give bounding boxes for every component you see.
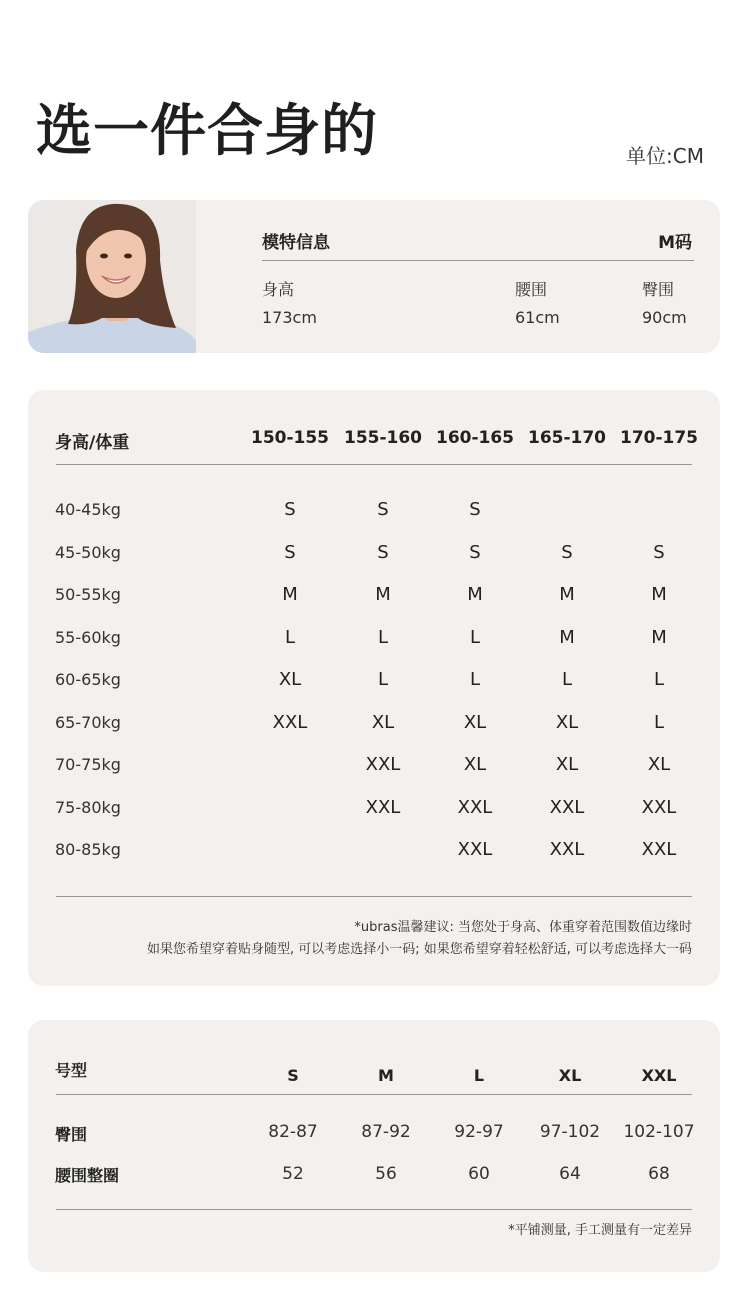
divider [56, 1209, 692, 1210]
weight-row-label: 50-55kg [55, 585, 121, 604]
model-stat-waist [515, 276, 560, 332]
size-cell: M [467, 584, 483, 605]
size-advice-note: *ubras温馨建议: 当您处于身高、体重穿着范围数值边缘时 [354, 920, 692, 935]
size-cell: L [377, 627, 389, 648]
measurement-value: 52 [282, 1164, 304, 1184]
size-cell: XXL [549, 797, 585, 818]
size-cell: S [284, 542, 296, 563]
size-column-header: S [287, 1066, 299, 1085]
size-cell: XL [371, 712, 395, 733]
stat-value: 173cm [262, 308, 317, 327]
size-cell: XXL [457, 797, 493, 818]
height-header: 165-170 [527, 428, 607, 448]
size-cell: XL [555, 712, 579, 733]
size-chart-card [28, 390, 720, 986]
measurement-value: 60 [468, 1164, 490, 1184]
measurement-corner-label: 号型 [55, 1061, 88, 1080]
weight-row-label: 80-85kg [55, 840, 121, 859]
size-cell: XL [463, 712, 487, 733]
size-column-header: XL [558, 1066, 582, 1085]
stat-value: 61cm [515, 308, 560, 327]
stat-label: 臀围 [642, 280, 675, 299]
height-header: 170-175 [619, 428, 699, 448]
divider [262, 260, 694, 261]
measurement-value: 92-97 [454, 1122, 504, 1142]
size-cell: L [469, 627, 481, 648]
model-info-card [28, 200, 720, 353]
stat-label: 身高 [262, 280, 295, 299]
measurement-value: 68 [648, 1164, 670, 1184]
model-info-title: 模特信息 [262, 233, 330, 253]
size-cell: S [469, 542, 481, 563]
size-cell: M [651, 627, 667, 648]
model-photo [28, 200, 196, 353]
unit-label: 单位:CM [626, 144, 704, 168]
model-size: M码 [658, 233, 692, 253]
size-cell: M [282, 584, 298, 605]
size-cell: S [284, 499, 296, 520]
measurement-value: 82-87 [268, 1122, 318, 1142]
size-cell: S [653, 542, 665, 563]
size-cell: M [559, 627, 575, 648]
size-cell: L [561, 669, 573, 690]
size-advice-note: 如果您希望穿着贴身随型, 可以考虑选择小一码; 如果您希望穿着轻松舒适, 可以考虑选择大一码 [146, 942, 692, 957]
size-cell: L [653, 669, 665, 690]
stat-label: 腰围 [515, 280, 548, 299]
divider [56, 896, 692, 897]
size-cell: L [469, 669, 481, 690]
size-cell: XXL [549, 839, 585, 860]
measurement-value: 97-102 [539, 1122, 601, 1142]
size-cell: XL [278, 669, 302, 690]
model-stat-hip [642, 276, 687, 332]
measurement-value: 87-92 [361, 1122, 411, 1142]
size-cell: S [561, 542, 573, 563]
measurement-value: 56 [375, 1164, 397, 1184]
size-column-header: XXL [641, 1066, 677, 1085]
size-cell: L [284, 627, 296, 648]
page-title: 选一件合身的 [36, 99, 378, 164]
size-cell: M [375, 584, 391, 605]
weight-row-label: 70-75kg [55, 755, 121, 774]
measurement-value: 64 [559, 1164, 581, 1184]
measurement-row-label: 臀围 [55, 1125, 88, 1144]
measurement-card [28, 1020, 720, 1272]
size-cell: XL [555, 754, 579, 775]
weight-row-label: 75-80kg [55, 798, 121, 817]
model-stat-height [262, 276, 317, 332]
stat-value: 90cm [642, 308, 687, 327]
measurement-value: 102-107 [623, 1122, 695, 1142]
size-cell: L [653, 712, 665, 733]
size-cell: XXL [365, 797, 401, 818]
size-cell: S [377, 542, 389, 563]
weight-row-label: 65-70kg [55, 713, 121, 732]
size-column-header: L [473, 1066, 485, 1085]
size-chart-corner-label: 身高/体重 [55, 433, 130, 453]
size-cell: XXL [641, 797, 677, 818]
size-cell: M [559, 584, 575, 605]
height-header: 160-165 [435, 428, 515, 448]
weight-row-label: 45-50kg [55, 543, 121, 562]
divider [56, 1094, 692, 1095]
size-cell: XXL [365, 754, 401, 775]
height-header: 155-160 [343, 428, 423, 448]
divider [56, 464, 692, 465]
size-cell: M [651, 584, 667, 605]
weight-row-label: 60-65kg [55, 670, 121, 689]
height-header: 150-155 [250, 428, 330, 448]
size-cell: XXL [272, 712, 308, 733]
size-cell: L [377, 669, 389, 690]
size-cell: XXL [457, 839, 493, 860]
size-cell: S [469, 499, 481, 520]
size-cell: XL [463, 754, 487, 775]
weight-row-label: 40-45kg [55, 500, 121, 519]
size-cell: XL [647, 754, 671, 775]
weight-row-label: 55-60kg [55, 628, 121, 647]
size-column-header: M [378, 1066, 394, 1085]
size-cell: XXL [641, 839, 677, 860]
measurement-row-label: 腰围整圈 [55, 1166, 120, 1185]
measurement-note: *平铺测量, 手工测量有一定差异 [508, 1223, 692, 1238]
size-cell: S [377, 499, 389, 520]
